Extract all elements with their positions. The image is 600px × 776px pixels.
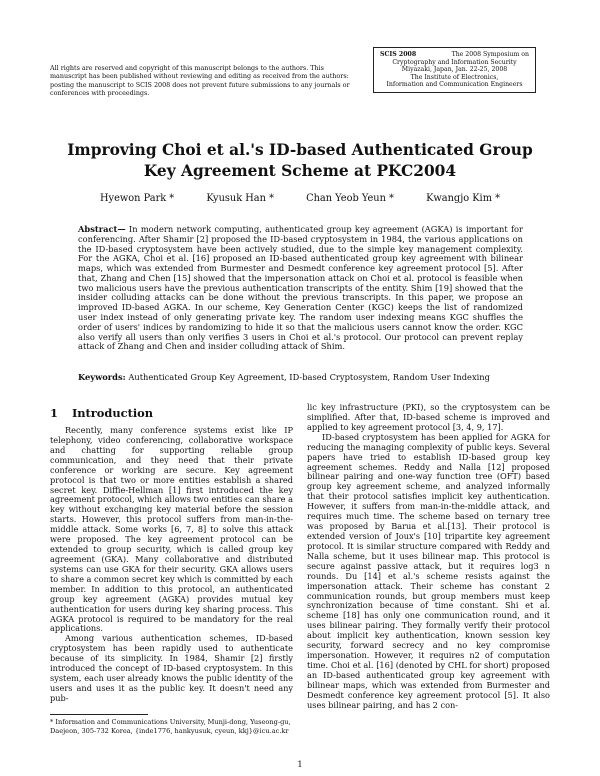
author: Kyusuk Han *	[206, 193, 274, 204]
keywords-text: Authenticated Group Key Agreement, ID-based Cryptosystem, Random User Indexing	[125, 372, 490, 382]
abstract-text: In modern network computing, authenticated group key agreement (AGKA) is important for conferencing. After Shamir [2] proposed the ID-based cryptosystem in 1984, the various applications on the ID-based cryptosystem have been actively studied, due to the simple key management complexity. For the AGKA, Choi et al. [16] proposed an ID-based authenticated group key agreement with bilinear maps, which was extended from Burmester and Desmedt conference key agreement protocol [5]. After that, Zhang and Chen [15] showed that the impersonation attack on Choi et al. protocol is feasible when two malicious users have the previous authentication transcripts of the entity. Shim [19] showed that the insider colluding attacks can be done without the previous transcripts. In this paper, we propose an improved ID-based AGKA. In our scheme, Key Generation Center (KGC) keeps the list of randomized user index instead of only generating private key. The random user indexing means KGC shuffles the order of users' indices by randomizing to hide it so that the malicious users cannot know the order. KGC also verify all users than only verifies 3 users in Choi et al.'s protocol. Our protocol can prevent replay attack of Zhang and Chen and insider colluding attack of Shim.	[78, 224, 523, 352]
paragraph: Among various authentication schemes, ID-based cryptosystem has been rapidly used to authenticate because of its simplicity. In 1984, Shamir [2] firstly introduced the concept of ID-based cryptosystem. In this system, each user already knows the public identity of the users and uses it as the public key. It doesn't need any pub-	[50, 633, 293, 703]
conference-line-2: Cryptography and Information Security	[392, 58, 517, 66]
author: Hyewon Park *	[100, 193, 175, 204]
paper-title: Improving Choi et al.'s ID-based Authenticated Group Key Agreement Scheme at PKC2004	[67, 141, 533, 181]
conference-line-4: The Institute of Electronics,	[410, 73, 499, 81]
keywords	[78, 372, 538, 382]
footnote-rule	[50, 714, 148, 715]
conference-line-3: Miyazaki, Japan, Jan. 22-25, 2008	[401, 66, 508, 74]
rights-notice: All rights are reserved and copyright of this manuscript belongs to the authors. This manuscript has been published without reviewing and editing as received from the authors: posting the manuscript to SCIS 2008 does not prevent future submissions to any journals or conferences with proceedings.	[50, 64, 350, 98]
conference-box-row1	[380, 51, 529, 59]
author: Chan Yeob Yeun *	[306, 193, 394, 204]
author-list	[100, 193, 500, 204]
section-heading	[50, 406, 153, 420]
paragraph: ID-based cryptosystem has been applied for AGKA for reducing the managing complexity of public keys. Several papers have tried to establish ID-based group key agreement schemes. Reddy and Nalla [12] proposed bilinear pairing and one-way function tree (OFT) based group key agreement scheme, and analyzed informally that their protocol satisfies implicit key authentication. However, it suffers from man-in-the-middle attack, and requires much time. The scheme based on ternary tree was proposed by Barua et al.[13]. Their protocol is extended version of Joux's [10] tripartite key agreement protocol. It is similar structure compared with Reddy and Nalla scheme, but it uses bilinear map. This protocol is secure against passive attack, but it requires log3 n rounds. Du [14] et al.'s scheme resists against the impersonation attack. Their scheme has constant 2 communication rounds, but group members must keep synchronization because of time constant. Shi et al. scheme [18] has only one communication round, and it uses bilinear pairing. They formally verify their protocol about implicit key authentication, known session key security, forward secrecy and no key compromise impersonation. However, it requires n2 of computation time. Choi et al. [16] (denoted by CHL for short) proposed an ID-based authenticated group key agreement with bilinear maps, which was extended from Burmester and Desmedt conference key agreement protocol [5]. It also uses bilinear pairing, and has 2 con-	[307, 431, 550, 710]
abstract	[78, 225, 523, 352]
abstract-label: Abstract—	[78, 224, 126, 234]
conference-line-5: Information and Communication Engineers	[386, 81, 523, 89]
section-title: Introduction	[71, 406, 154, 420]
right-column	[307, 403, 550, 711]
author: Kwangjo Kim *	[426, 193, 500, 204]
keywords-label: Keywords:	[78, 372, 126, 382]
page-number: 1	[297, 760, 303, 770]
paragraph: Recently, many conference systems exist like IP telephony, video conferencing, collaborative workspace and chatting for supporting reliable group communication, and they need that their private conference or working are secure. Key agreement protocol is that two or more entities establish a shared secret key. Diffie-Hellman [1] first introduced the key agreement protocol, which allows two entities can share a key without exchanging key material before the session starts. However, this protocol suffers from man-in-the-middle attack. Some works [6, 7, 8] to solve this attack were proposed. The key agreement protocol can be extended to group security, which is called group key agreement (GKA). Many collaborative and distributed systems can use GKA for their security. GKA allows users to share a common secret key which is committed by each member. In addition to this protocol, an authenticated group key agreement (AGKA) provides mutual key authentication for users during key sharing process. This AGKA protocol is required to be mandatory for the real applications.	[50, 425, 293, 634]
left-column	[50, 426, 293, 704]
conference-name: SCIS 2008	[380, 51, 417, 58]
conference-box	[373, 47, 536, 93]
paragraph: lic key infrastructure (PKI), so the cryptosystem can be simplified. After that, ID-based scheme is improved and applied to key agreement protocol [3, 4, 9, 17].	[307, 402, 550, 432]
conference-symposium: The 2008 Symposium on	[451, 51, 529, 58]
footnote-text: * Information and Communications University, Munji-dong, Yuseong-gu, Daejeon, 305-732 Korea, {inde1776, hankyusuk, cyeun, kkj}@icu.ac.kr	[50, 718, 291, 735]
section-number: 1	[50, 406, 58, 420]
footnote	[50, 714, 293, 735]
